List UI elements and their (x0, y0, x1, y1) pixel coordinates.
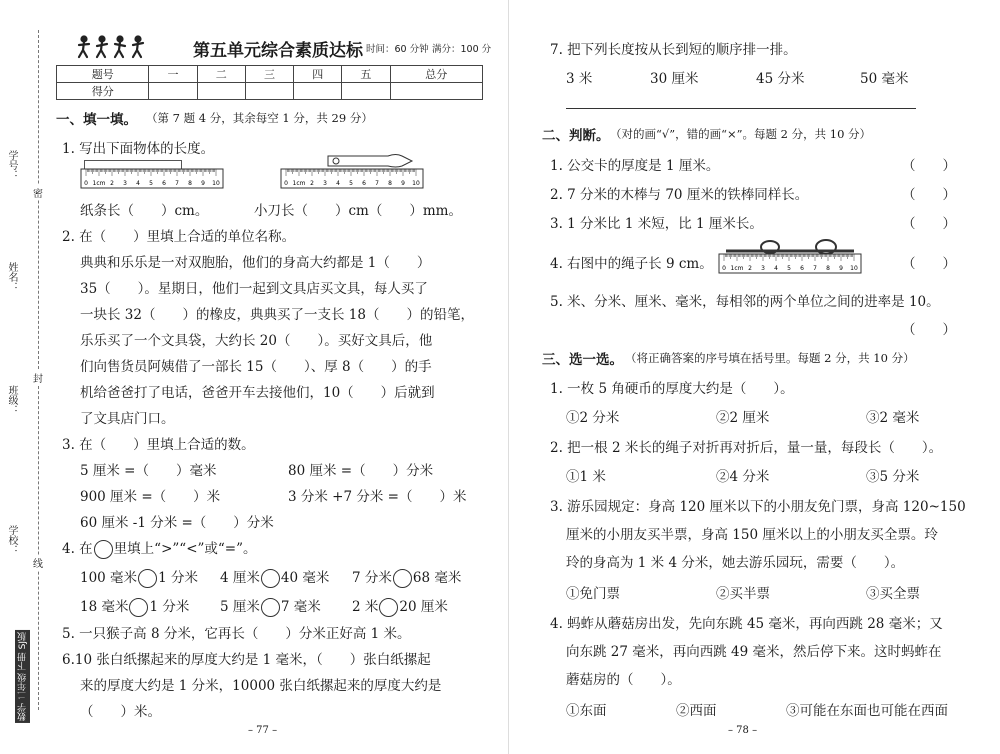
ruler-tick-label: 6 (162, 180, 166, 187)
ruler-tick-label: 1cm (292, 180, 306, 187)
ruler-tick-label: 7 (813, 265, 817, 272)
score-cell: 得分 (57, 83, 149, 100)
j1-text: 1. 公交卡的厚度是 1 厘米。 (550, 158, 720, 174)
q3-text: 3. 在（ ）里填上合适的数。 (62, 437, 255, 453)
section-3-title: 三、选一选。 (542, 352, 623, 368)
q7-item: 45 分米 (756, 71, 805, 87)
c3-line-1: 3. 游乐园规定：身高 120 厘米以下的小朋友免门票，身高 120~150 (550, 499, 966, 515)
ruler-tick-label: 5 (787, 265, 791, 272)
q1-text: 1. 写出下面物体的长度。 (62, 141, 215, 157)
q2-line-1: 典典和乐乐是一对双胞胎，他们的身高大约都是 1（ ） (80, 255, 431, 271)
ruler-tick-label: 9 (201, 180, 205, 187)
c3-option[interactable]: ①免门票 (566, 586, 620, 602)
ruler-tick-label: 9 (401, 180, 405, 187)
q4-post: 里填上“>”“<”或“=”。 (113, 541, 257, 557)
q4-item: 4 厘米 40 毫米 (220, 570, 330, 586)
q6-line-2: 来的厚度大约是 1 分米，10000 张白纸摞起来的厚度大约是 (80, 678, 442, 694)
score-input[interactable] (245, 83, 293, 100)
q2-line-5: 们向售货员阿姨借了一部长 15（ ）、厚 8（ ）的手 (80, 359, 432, 375)
q6-line-3: （ ）米。 (80, 704, 161, 720)
c1-option[interactable]: ③2 毫米 (866, 410, 920, 426)
q7-item: 50 毫米 (860, 71, 909, 87)
ruler-image (718, 253, 863, 275)
margin-feng: 封 (33, 370, 43, 385)
margin-xuexiao: 学校： (6, 525, 17, 555)
margin-xingming: 姓名： (6, 262, 17, 292)
score-input[interactable] (294, 83, 342, 100)
q4-pre: 4. 在 (62, 541, 93, 557)
q2-line-7: 了文具店门口。 (80, 411, 175, 427)
section-1-note: （第 7 题 4 分，其余每空 1 分，共 29 分） (146, 111, 373, 125)
ruler-tick-label: 3 (323, 180, 327, 187)
ruler-image (280, 168, 425, 190)
compare-circle[interactable] (379, 598, 398, 617)
score-cell: 四 (294, 66, 342, 83)
margin-banji: 班级： (6, 385, 17, 415)
c2-text: 2. 把一根 2 米长的绳子对折再对折后，量一量，每段长（ ）。 (550, 440, 943, 456)
section-1-title: 一、填一填。 (56, 112, 137, 128)
j3-text: 3. 1 分米比 1 米短，比 1 厘米长。 (550, 216, 763, 232)
ruler-tick-label: 2 (748, 265, 752, 272)
ruler-tick-label: 0 (722, 265, 726, 272)
ruler-tick-label: 3 (761, 265, 765, 272)
ruler-tick-label: 8 (188, 180, 192, 187)
page-title: 第五单元综合素质达标 (193, 41, 363, 61)
c1-text: 1. 一枚 5 角硬币的厚度大约是（ ）。 (550, 381, 794, 397)
q3-c: 900 厘米 =（ ）米 (80, 489, 221, 505)
q3-a: 5 厘米 =（ ）毫米 (80, 463, 217, 479)
score-cell: 二 (197, 66, 245, 83)
q7-item: 30 厘米 (650, 71, 699, 87)
score-table (56, 65, 483, 100)
q4-text (62, 537, 257, 559)
compare-circle[interactable] (129, 598, 148, 617)
ruler-tick-label: 5 (149, 180, 153, 187)
margin-mi: 密 (33, 185, 43, 200)
page-number-left: – 77 – (248, 725, 278, 736)
margin-book-label: 数学 二年级 下册 SJ版 (15, 630, 30, 723)
ruler-tick-label: 10 (212, 180, 220, 187)
compare-circle-icon (94, 540, 113, 559)
score-cell: 总分 (390, 66, 482, 83)
knife-image (326, 153, 416, 169)
section-3-note: （将正确答案的序号填在括号里。每题 2 分，共 10 分） (625, 351, 915, 365)
compare-circle[interactable] (261, 569, 280, 588)
full-score-label: 满分：100 分 (432, 44, 492, 55)
ruler-tick-label: 8 (388, 180, 392, 187)
ruler-image (80, 168, 225, 190)
c4-option[interactable]: ①东面 (566, 703, 607, 719)
c4-option[interactable]: ②西面 (676, 703, 717, 719)
page-divider (508, 0, 509, 754)
answer-paren[interactable]: （ ） (902, 216, 956, 232)
q1-a-text: 纸条长（ ）cm。 (80, 203, 209, 219)
q1-b-text: 小刀长（ ）cm（ ）mm。 (254, 203, 462, 219)
ruler-tick-label: 3 (123, 180, 127, 187)
ruler-tick-label: 10 (850, 265, 858, 272)
c2-option[interactable]: ③5 分米 (866, 469, 920, 485)
j5-text: 5. 米、分米、厘米、毫米，每相邻的两个单位之间的进率是 10。 (550, 294, 940, 310)
answer-paren[interactable]: （ ） (902, 322, 956, 338)
ruler-tick-label: 1cm (92, 180, 106, 187)
answer-paren[interactable]: （ ） (902, 256, 956, 272)
section-2-title: 二、判断。 (542, 128, 610, 144)
q2-line-3: 一块长 32（ ）的橡皮，典典买了一支长 18（ ）的铅笔， (80, 307, 474, 323)
ruler-tick-label: 4 (774, 265, 778, 272)
c4-line-1: 4. 蚂蚱从蘑菇房出发，先向东跳 45 毫米，再向西跳 28 毫米；又 (550, 616, 943, 632)
q4-item: 5 厘米 7 毫米 (220, 599, 321, 615)
q3-d: 3 分米 +7 分米 =（ ）米 (288, 489, 467, 505)
score-input[interactable] (149, 83, 197, 100)
q2-line-6: 机给爸爸打了电话，爸爸开车去接他们，10（ ）后就到 (80, 385, 435, 401)
score-input[interactable] (197, 83, 245, 100)
q2-line-4: 乐乐买了一个文具袋，大约长 20（ ）。买好文具后，他 (80, 333, 433, 349)
q4-item: 2 米 20 厘米 (352, 599, 448, 615)
c4-line-2: 向东跳 27 毫米，再向西跳 49 毫米，然后停下来。这时蚂蚱在 (566, 644, 942, 660)
score-input[interactable] (390, 83, 482, 100)
ruler-tick-label: 6 (362, 180, 366, 187)
q4-item: 18 毫米 1 分米 (80, 599, 190, 615)
q7-text: 7. 把下列长度按从长到短的顺序排一排。 (550, 42, 797, 58)
ruler-tick-label: 0 (84, 180, 88, 187)
q7-answer-line[interactable] (566, 108, 916, 109)
c4-option[interactable]: ③可能在东面也可能在西面 (786, 703, 948, 719)
runner-figures-icon (76, 35, 156, 59)
q5-text: 5. 一只猴子高 8 分米，它再长（ ）分米正好高 1 米。 (62, 626, 411, 642)
time-label: 时间：60 分钟 (366, 44, 429, 55)
score-cell: 题号 (57, 66, 149, 83)
score-cell: 三 (245, 66, 293, 83)
c3-line-3: 玲的身高为 1 米 4 分米，她去游乐园玩，需要（ ）。 (566, 555, 905, 571)
score-input[interactable] (342, 83, 390, 100)
ruler-tick-label: 6 (800, 265, 804, 272)
q6-line-1: 6.10 张白纸摞起来的厚度大约是 1 毫米，（ ）张白纸摞起 (62, 652, 431, 668)
compare-circle[interactable] (261, 598, 280, 617)
ruler-tick-label: 2 (110, 180, 114, 187)
ruler-tick-label: 5 (349, 180, 353, 187)
score-cell: 五 (342, 66, 390, 83)
c1-option[interactable]: ①2 分米 (566, 410, 620, 426)
ruler-tick-label: 1cm (730, 265, 744, 272)
ruler-tick-label: 0 (284, 180, 288, 187)
q4-item: 100 毫米 1 分米 (80, 570, 198, 586)
c3-option[interactable]: ③买全票 (866, 586, 920, 602)
c4-line-3: 蘑菇房的（ ）。 (566, 672, 681, 688)
c2-option[interactable]: ①1 米 (566, 469, 606, 485)
c1-option[interactable]: ②2 厘米 (716, 410, 770, 426)
answer-paren[interactable]: （ ） (902, 187, 956, 203)
compare-circle[interactable] (393, 569, 412, 588)
j4-text: 4. 右图中的绳子长 9 cm。 (550, 256, 713, 272)
c3-line-2: 厘米的小朋友买半票，身高 150 厘米以上的小朋友买全票。玲 (566, 527, 938, 543)
ruler-tick-label: 9 (839, 265, 843, 272)
margin-xian: 线 (33, 555, 43, 570)
ruler-tick-label: 4 (336, 180, 340, 187)
answer-paren[interactable]: （ ） (902, 158, 956, 174)
page-number-right: – 78 – (728, 725, 758, 736)
j2-text: 2. 7 分米的木棒与 70 厘米的铁棒同样长。 (550, 187, 809, 203)
q2-text: 2. 在（ ）里填上合适的单位名称。 (62, 229, 296, 245)
c3-option[interactable]: ②买半票 (716, 586, 770, 602)
q2-line-2: 35（ ）。星期日，他们一起到文具店买文具，每人买了 (80, 281, 428, 297)
q4-item: 7 分米 68 毫米 (352, 570, 462, 586)
ruler-tick-label: 2 (310, 180, 314, 187)
ruler-tick-label: 8 (826, 265, 830, 272)
margin-xuehao: 学号： (6, 150, 17, 180)
q3-e: 60 厘米 -1 分米 =（ ）分米 (80, 515, 274, 531)
ruler-tick-label: 10 (412, 180, 420, 187)
q3-b: 80 厘米 =（ ）分米 (288, 463, 434, 479)
q7-item: 3 米 (566, 71, 593, 87)
ruler-tick-label: 7 (175, 180, 179, 187)
score-cell: 一 (149, 66, 197, 83)
ruler-tick-label: 7 (375, 180, 379, 187)
ruler-tick-label: 4 (136, 180, 140, 187)
compare-circle[interactable] (138, 569, 157, 588)
section-2-note: （对的画“√”，错的画“×”。每题 2 分，共 10 分） (610, 127, 872, 141)
c2-option[interactable]: ②4 分米 (716, 469, 770, 485)
